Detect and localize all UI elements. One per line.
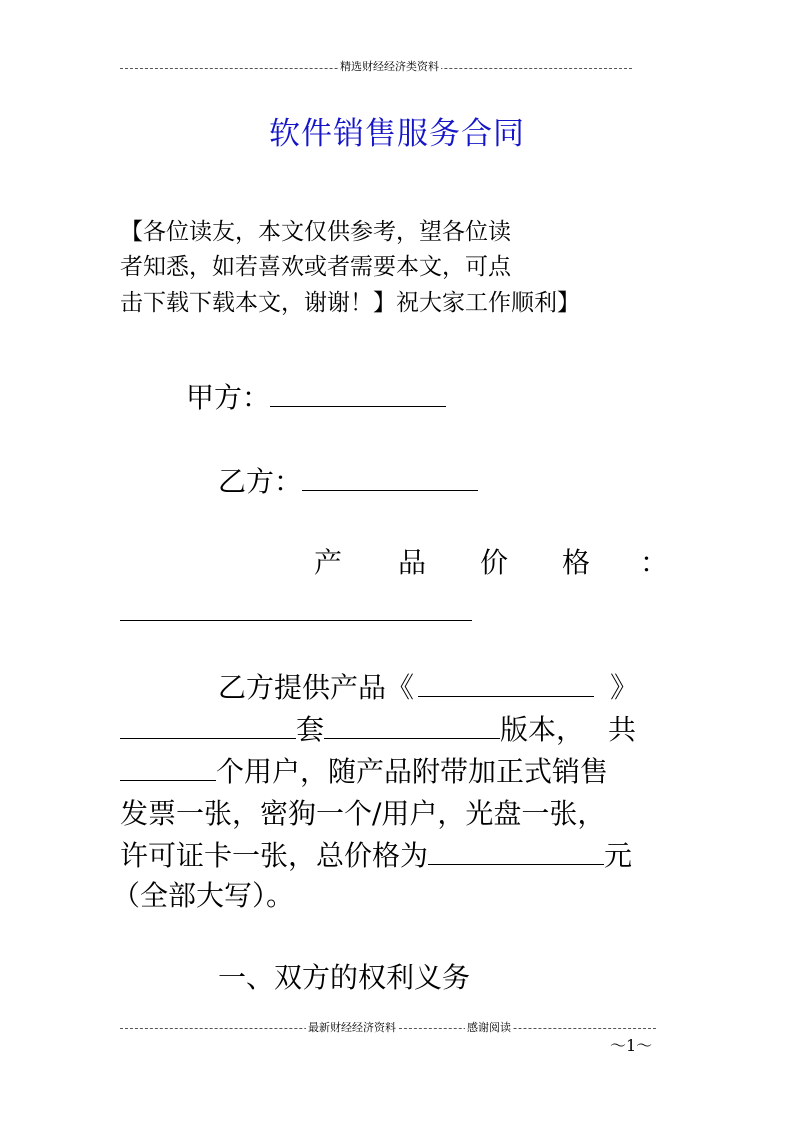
notice-line-3: 击下载下载本文，谢谢！】祝大家工作顺利】 — [120, 290, 580, 316]
sets-blank — [120, 710, 296, 739]
price-char-4: 格 — [562, 546, 591, 579]
footer-right-text: 感谢阅读 — [467, 1021, 511, 1034]
notice-line-1: 【各位读友，本文仅供参考，望各位读 — [120, 219, 511, 245]
notice-line-2: 者知悉，如若喜欢或者需要本文，可点 — [120, 254, 511, 280]
party-a-line — [186, 378, 446, 418]
clause-line-1: 乙方提供产品《 》 — [218, 668, 638, 708]
party-a-label: 甲方： — [186, 381, 271, 414]
party-b-blank — [302, 462, 478, 491]
page-number: ～1～ — [610, 1036, 653, 1055]
users-blank — [120, 752, 216, 781]
price-char-5: ： — [640, 546, 669, 579]
document-title: 软件销售服务合同 — [269, 116, 525, 152]
clause-line-6: （全部大写）。 — [112, 879, 295, 912]
header-text: 精选财经经济类资料 — [340, 60, 439, 73]
product-name-blank — [418, 668, 594, 697]
price-char-1: 产 — [314, 546, 343, 579]
version-blank — [324, 710, 500, 739]
section-heading: 一、双方的权利义务 — [218, 961, 471, 994]
party-a-blank — [270, 378, 446, 407]
clause-line-3: 个用户，随产品附带加正式销售 — [120, 752, 608, 792]
clause-line-5: 许可证卡一张，总价格为 元 — [120, 836, 632, 876]
price-char-2: 品 — [398, 546, 427, 579]
footer-left-text: 最新财经经济资料 — [308, 1021, 396, 1034]
clause-line-2: 套 版本， 共 — [120, 710, 636, 750]
clause-line-4: 发票一张，密狗一个/用户，光盘一张， — [120, 797, 606, 830]
party-b-label: 乙方： — [218, 465, 303, 498]
total-price-blank — [428, 836, 604, 865]
price-char-3: 价 — [480, 546, 509, 579]
price-blank — [120, 620, 472, 621]
party-b-line — [218, 462, 478, 502]
